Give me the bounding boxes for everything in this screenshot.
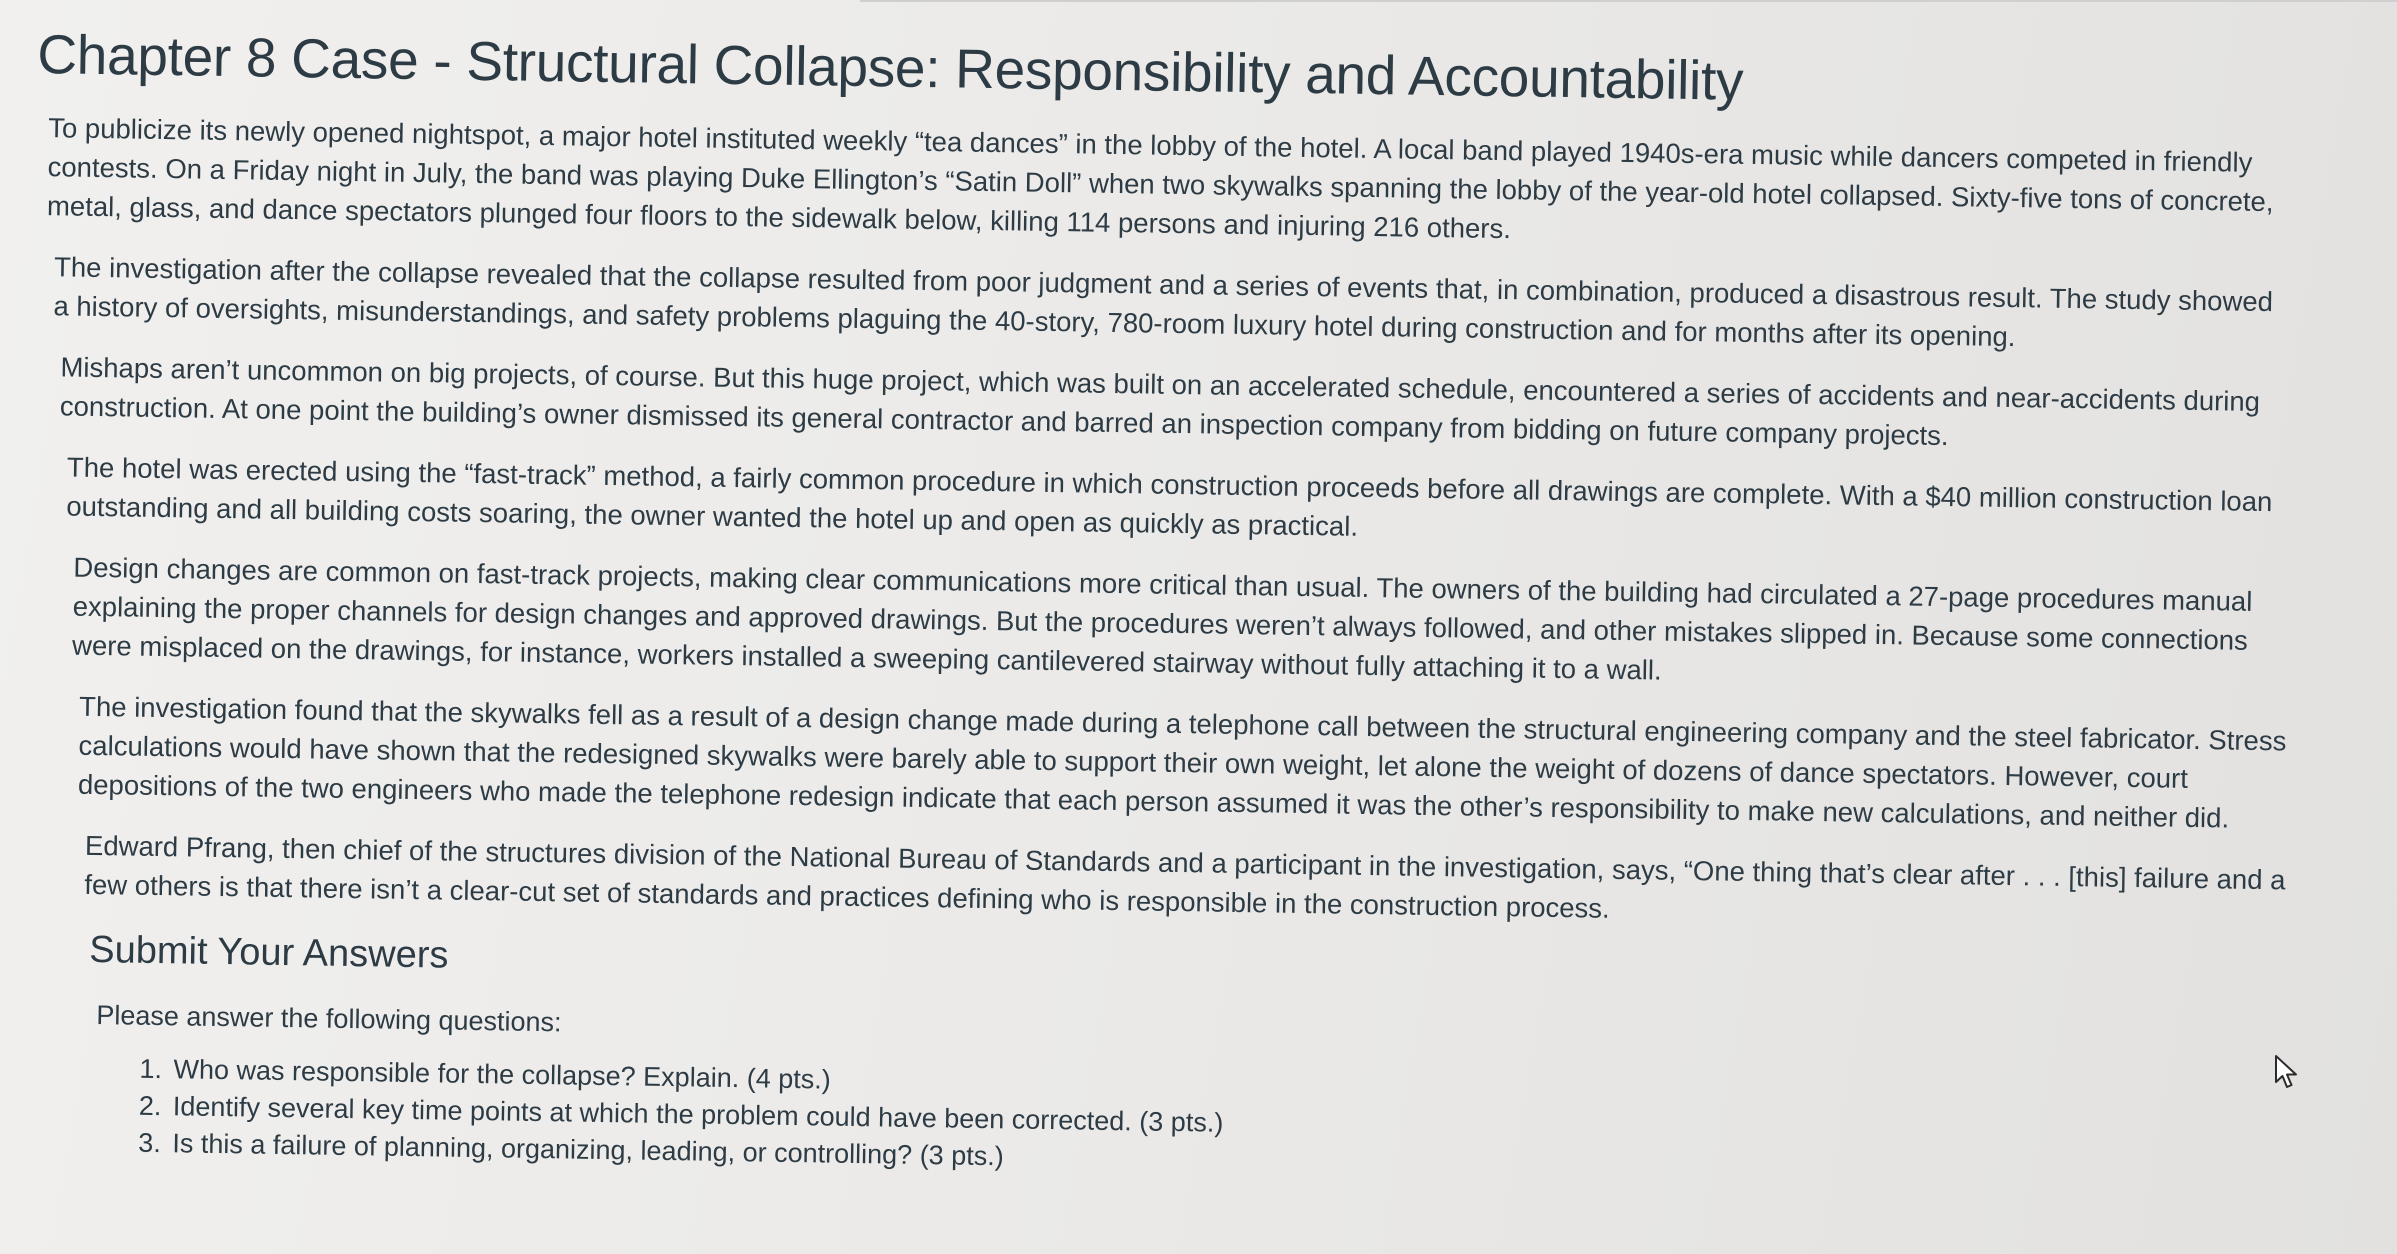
case-paragraph-7: Edward Pfrang, then chief of the structures division of the National Bureau of Standards and a participant in the investigation, says, “One thing that’s clear after . . . [this] failure and a few others is that there isn’t a clear-cut set of standards and practices defining who is responsible in the construction process.: [84, 829, 2286, 924]
page-title: Chapter 8 Case - Structural Collapse: Responsibility and Accountability: [36, 22, 1744, 112]
case-paragraph-4: The hotel was erected using the “fast-track” method, a fairly common procedure in which construction proceeds before all drawings are complete. With a $40 million construction loan outstanding and all building costs soaring, the owner wanted the hotel up and open as quickly as practical.: [66, 451, 2273, 542]
questions-intro: Please answer the following questions:: [96, 1000, 562, 1038]
case-paragraph-5: Design changes are common on fast-track projects, making clear communications more critical than usual. The owners of the building had circulated a 27-page procedures manual explaining the proper channels for design changes and approved drawings. But the procedures weren’t always followed, and other mistakes slipped in. Because some connections were misplaced on the drawings, for instance, workers installed a sweeping cantilevered stairway without fully attaching it to a wall.: [71, 551, 2253, 686]
question-item-1: 1. Who was responsible for the collapse? Explain. (4 pts.): [169, 1051, 2311, 1122]
question-item-3: 3. Is this a failure of planning, organizing, leading, or controlling? (3 pts.): [168, 1125, 2310, 1196]
case-paragraph-2: The investigation after the collapse revealed that the collapse resulted from poor judgment and a series of events that, in combination, produced a disastrous result. The study showed a history of oversights, misunderstandings, and safety problems plaguing the 40-story, 780-room luxury hotel during construction and for months after its opening.: [53, 251, 2274, 353]
assignment-content: [20, 18, 2328, 1196]
mouse-pointer-icon: [2273, 1054, 2301, 1090]
submit-heading: Submit Your Answers: [89, 928, 449, 977]
questions-list: [132, 1051, 2311, 1196]
case-paragraph-6: The investigation found that the skywalks fell as a result of a design change made during a telephone call between the structural engineering company and the steel fabricator. Stress calculations would have shown that the redesigned skywalks were barely able to support their own weight, let alone the weight of dozens of dance spectators. However, court depositions of the two engineers who made the telephone redesign indicate that each person assumed it was the other’s responsibility to make new calculations, and neither did.: [77, 690, 2287, 834]
case-paragraph-1: To publicize its newly opened nightspot, a major hotel instituted weekly “tea dances” in the lobby of the hotel. A local band played 1940s-era music while dancers competed in friendly contests. On a Friday night in July, the band was playing Duke Ellington’s “Satin Doll” when two skywalks spanning the lobby of the year-old hotel collapsed. Sixty-five tons of concrete, metal, glass, and dance spectators plunged four floors to the sidewalk below, killing 114 persons and injuring 216 others.: [46, 112, 2274, 245]
top-divider: [860, 0, 2397, 2]
case-paragraph-3: Mishaps aren’t uncommon on big projects, of course. But this huge project, which was built on an accelerated schedule, encountered a series of accidents and near-accidents during construction. At one point the building’s owner dismissed its general contractor and barred an inspection company from bidding on future company projects.: [59, 351, 2261, 452]
question-item-2: 2. Identify several key time points at which the problem could have been corrected. (3 pts.): [169, 1088, 2311, 1159]
